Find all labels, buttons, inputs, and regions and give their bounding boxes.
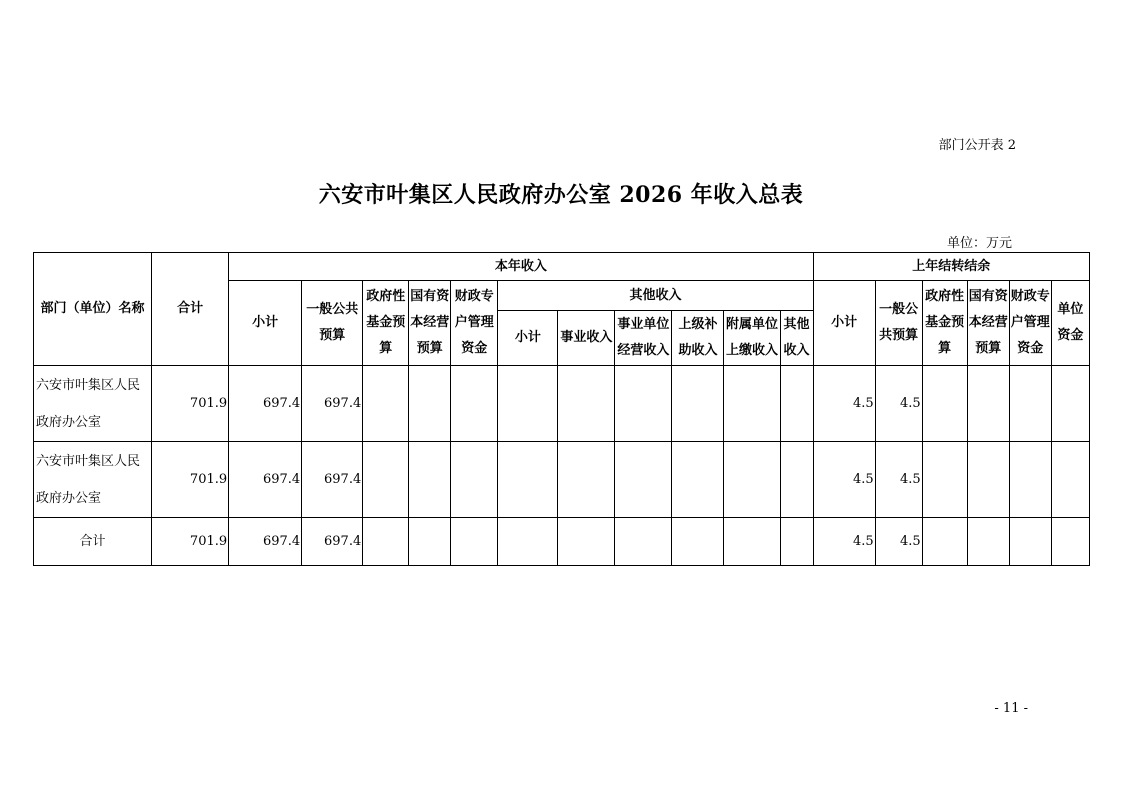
row-name: 六安市叶集区人民政府办公室: [34, 366, 152, 442]
row-carryover-subtotal: 4.5: [813, 442, 875, 518]
header-carryover-fiscal-account: 财政专户管理资金: [1009, 281, 1051, 366]
header-carryover-unit-funds: 单位资金: [1051, 281, 1089, 366]
row-total: 701.9: [152, 518, 229, 566]
header-superior-subsidy: 上级补助收入: [672, 311, 724, 366]
header-current-year-income: 本年收入: [229, 253, 813, 281]
header-affiliated-payment: 附属单位上缴收入: [724, 311, 780, 366]
header-carryover: 上年结转结余: [813, 253, 1089, 281]
table-total-row: [34, 518, 1090, 566]
header-unit-business-income: 事业单位经营收入: [615, 311, 672, 366]
header-carryover-subtotal: 小计: [813, 281, 875, 366]
row-total: 701.9: [152, 366, 229, 442]
row-general-budget: 697.4: [302, 442, 363, 518]
header-total: 合计: [152, 253, 229, 366]
row-general-budget: 697.4: [302, 518, 363, 566]
page-number: - 11 -: [994, 701, 1028, 716]
header-carryover-state-capital: 国有资本经营预算: [967, 281, 1009, 366]
header-general-budget: 一般公共预算: [302, 281, 363, 366]
header-fiscal-account: 财政专户管理资金: [451, 281, 498, 366]
row-carryover-general: 4.5: [875, 518, 922, 566]
page-title: 六安市叶集区人民政府办公室 2026 年收入总表: [318, 182, 804, 208]
row-general-budget: 697.4: [302, 366, 363, 442]
header-subtotal: 小计: [229, 281, 302, 366]
income-summary-table: [33, 252, 1090, 566]
row-carryover-general: 4.5: [875, 442, 922, 518]
header-other: 其他收入: [780, 311, 813, 366]
table-row: [34, 366, 1090, 442]
doc-label: 部门公开表 2: [938, 138, 1016, 153]
row-carryover-general: 4.5: [875, 366, 922, 442]
header-gov-fund-budget: 政府性基金预算: [363, 281, 409, 366]
header-state-capital-budget: 国有资本经营预算: [409, 281, 451, 366]
row-name: 合计: [34, 518, 152, 566]
table-row: [34, 442, 1090, 518]
row-subtotal: 697.4: [229, 366, 302, 442]
header-dept-name: 部门（单位）名称: [34, 253, 152, 366]
row-subtotal: 697.4: [229, 442, 302, 518]
header-other-income: 其他收入: [498, 281, 813, 311]
header-carryover-general-budget: 一般公共预算: [875, 281, 922, 366]
row-name: 六安市叶集区人民政府办公室: [34, 442, 152, 518]
row-carryover-subtotal: 4.5: [813, 366, 875, 442]
row-total: 701.9: [152, 442, 229, 518]
row-carryover-subtotal: 4.5: [813, 518, 875, 566]
header-business-income: 事业收入: [558, 311, 615, 366]
header-other-subtotal: 小计: [498, 311, 558, 366]
unit-label: 单位：万元: [946, 236, 1012, 251]
row-subtotal: 697.4: [229, 518, 302, 566]
header-carryover-gov-fund: 政府性基金预算: [922, 281, 967, 366]
